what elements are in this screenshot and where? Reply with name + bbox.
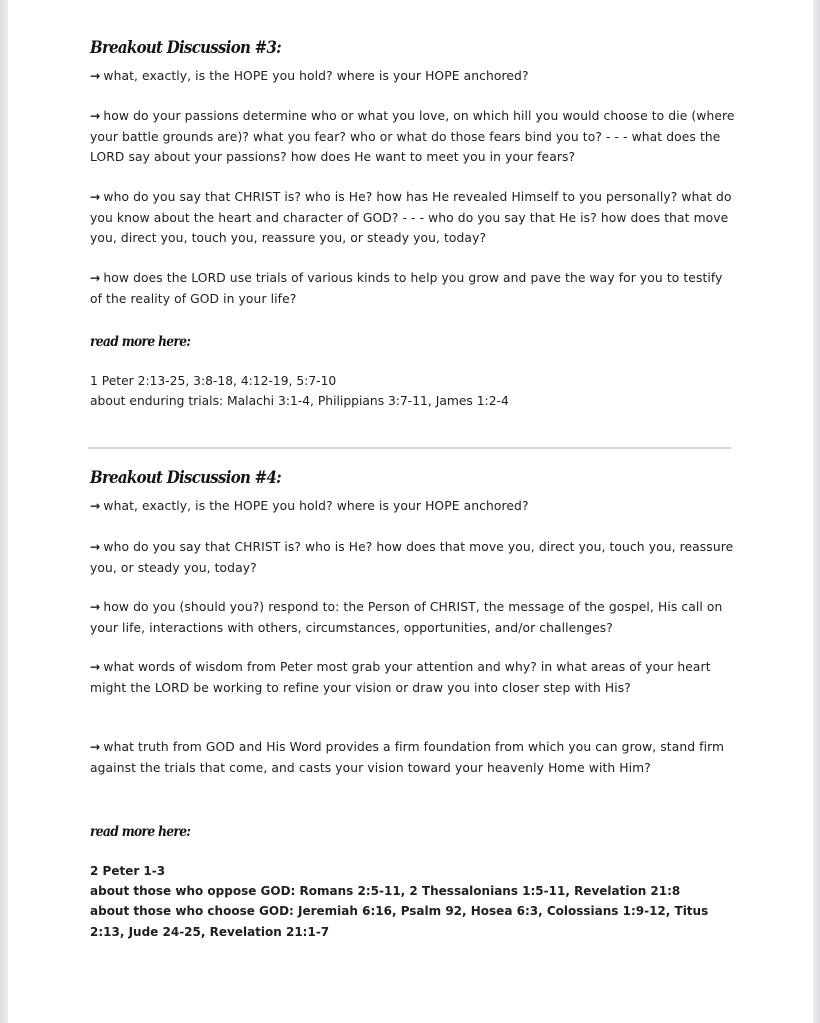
discussion-question: → what, exactly, is the HOPE you hold? where is your HOPE anchored? bbox=[90, 499, 529, 513]
scripture-reference: about those who oppose GOD: Romans 2:5-11, 2 Thessalonians 1:5-11, Revelation 21:8 bbox=[90, 884, 681, 898]
arrow-right-icon: → bbox=[90, 109, 101, 123]
arrow-right-icon: → bbox=[90, 69, 101, 83]
discussion-question: → what truth from GOD and His Word provides a firm foundation from which you can grow, stand firm against the trials that come, and casts your vision toward your heavenly Home with Him? bbox=[90, 740, 725, 775]
read-more-heading: read more here: bbox=[90, 824, 191, 840]
scripture-reference: 1 Peter 2:13-25, 3:8-18, 4:12-19, 5:7-10 bbox=[90, 374, 337, 388]
scripture-reference: 2 Peter 1-3 bbox=[90, 864, 166, 878]
arrow-right-icon: → bbox=[90, 740, 101, 754]
document-page bbox=[8, 0, 813, 1023]
scripture-reference: about enduring trials: Malachi 3:1-4, Philippians 3:7-11, James 1:2-4 bbox=[90, 394, 509, 408]
discussion-question: → who do you say that CHRIST is? who is He? how has He revealed Himself to you personally? what do you know about the heart and character of GOD? - - - who do you say that He is? how does that move you, direct you, touch you, reassure you, or steady you, today? bbox=[90, 190, 732, 245]
arrow-right-icon: → bbox=[90, 540, 101, 554]
discussion-question: → what words of wisdom from Peter most grab your attention and why? in what areas of your heart might the LORD be working to refine your vision or draw you into closer step with His? bbox=[90, 660, 711, 695]
scripture-reference: about those who choose GOD: Jeremiah 6:16, Psalm 92, Hosea 6:3, Colossians 1:9-12, Titus 2:13, Jude 24-25, Revelation 21:1-7 bbox=[90, 904, 709, 939]
arrow-right-icon: → bbox=[90, 271, 101, 285]
page-edge-left bbox=[0, 0, 8, 1023]
discussion-question: → who do you say that CHRIST is? who is He? how does that move you, direct you, touch you, reassure you, or steady you, today? bbox=[90, 540, 734, 575]
discussion-question: → how do your passions determine who or what you love, on which hill you would choose to die (where your battle grounds are)? what you fear? who or what do those fears bind you to? - - - what does the LORD say about your passions? how does He want to meet you in your fears? bbox=[90, 109, 735, 164]
arrow-right-icon: → bbox=[90, 499, 101, 513]
section-heading: Breakout Discussion #3: bbox=[90, 38, 282, 58]
discussion-question: → how does the LORD use trials of various kinds to help you grow and pave the way for you to testify of the reality of GOD in your life? bbox=[90, 271, 723, 306]
section-divider bbox=[88, 447, 731, 449]
page-edge-right bbox=[813, 0, 820, 1023]
arrow-right-icon: → bbox=[90, 600, 101, 614]
arrow-right-icon: → bbox=[90, 190, 101, 204]
discussion-question: → how do you (should you?) respond to: the Person of CHRIST, the message of the gospel, His call on your life, interactions with others, circumstances, opportunities, and/or challenges? bbox=[90, 600, 723, 635]
discussion-question: → what, exactly, is the HOPE you hold? where is your HOPE anchored? bbox=[90, 69, 529, 83]
arrow-right-icon: → bbox=[90, 660, 101, 674]
section-heading: Breakout Discussion #4: bbox=[90, 468, 282, 488]
read-more-heading: read more here: bbox=[90, 334, 191, 350]
